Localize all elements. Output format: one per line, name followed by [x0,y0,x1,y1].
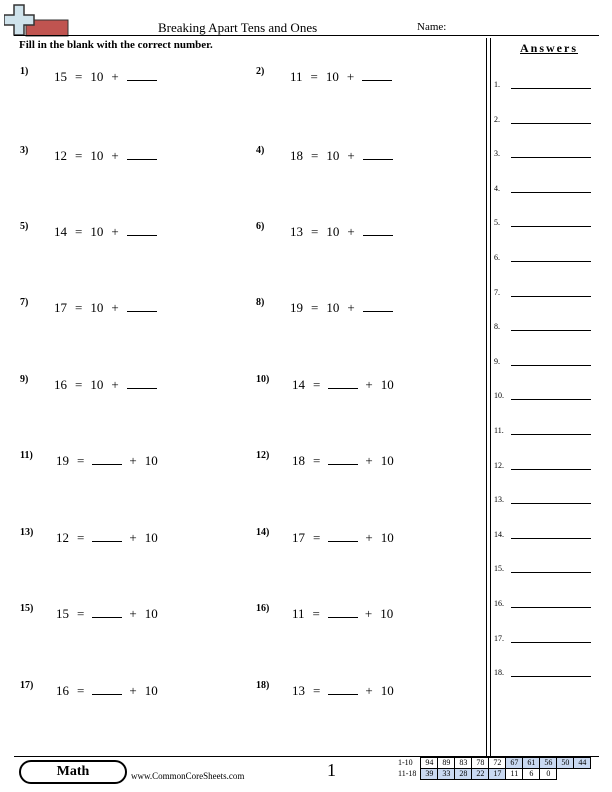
operand: 10 [144,453,158,468]
operator: = [313,530,321,545]
score-row [396,758,591,769]
answer-input-line[interactable] [511,296,591,297]
score-cell: 61 [523,758,540,769]
operator: + [347,224,355,239]
answer-blank[interactable] [92,604,122,618]
operand: 10 [144,530,158,545]
answer-input-line[interactable] [511,607,591,608]
page-title: Breaking Apart Tens and Ones [158,20,318,35]
operator: + [111,300,119,315]
answer-number: 3. [494,149,500,159]
operator: + [129,530,137,545]
score-cell: 94 [421,758,438,769]
operator: + [365,453,373,468]
operator: + [129,683,137,698]
operator: = [311,148,319,163]
answer-input-line[interactable] [511,123,591,124]
problem-number: 8) [256,297,265,308]
operand: 13 [290,224,303,239]
operand: 10 [380,683,394,698]
answer-input-line[interactable] [511,469,591,470]
problem-number: 7) [20,297,29,308]
answer-number: 8. [494,322,500,332]
equation [286,222,396,240]
answer-blank[interactable] [92,681,122,695]
operator: = [312,606,320,621]
operator: = [311,300,319,315]
operand: 16 [56,683,69,698]
operator: + [111,377,119,392]
score-range-label: 1-10 [398,758,413,767]
problem-number: 4) [256,145,265,156]
equation [50,67,160,85]
operator: + [365,377,373,392]
problem-number: 14) [256,527,270,538]
problem-number: 15) [20,603,34,614]
answer-number: 9. [494,356,500,366]
answer-number: 13. [494,495,504,505]
column-divider [486,38,487,756]
equation [52,681,162,699]
answer-blank[interactable] [127,67,157,81]
operator: + [347,300,355,315]
operand: 12 [56,530,69,545]
problem-number: 10) [256,374,270,385]
problem-number: 11) [20,450,33,461]
answer-input-line[interactable] [511,330,591,331]
operand: 18 [292,453,305,468]
operator: + [365,530,373,545]
operand: 14 [292,377,305,392]
answer-blank[interactable] [127,146,157,160]
answer-blank[interactable] [362,67,392,81]
answer-blank[interactable] [328,375,358,389]
operand: 19 [290,300,303,315]
operand: 10 [380,377,394,392]
operand: 15 [56,606,69,621]
operator: = [75,148,83,163]
operator: = [310,69,318,84]
problem-number: 17) [20,680,34,691]
operand: 11 [290,69,303,84]
answer-number: 10. [494,391,504,401]
equation [52,451,162,469]
score-cell: 6 [523,769,540,780]
operator: + [111,148,119,163]
answer-number: 17. [494,633,504,643]
plus-minus-logo-icon [4,4,70,38]
answer-number: 1. [494,80,500,89]
answers-heading: Answers [520,41,578,55]
operator: = [313,377,321,392]
score-cell: 56 [540,758,557,769]
operand: 10 [325,69,339,84]
equation [52,528,162,546]
operand: 10 [90,224,104,239]
answer-blank[interactable] [363,222,393,236]
score-range-label: 11-18 [398,769,417,778]
operator: = [77,683,85,698]
operand: 10 [326,300,340,315]
operand: 16 [54,377,67,392]
answer-blank[interactable] [92,528,122,542]
answer-number: 6. [494,253,500,262]
operand: 10 [144,606,158,621]
answer-input-line[interactable] [511,572,591,573]
answer-number: 11. [494,426,504,435]
answer-blank[interactable] [328,681,358,695]
equation [288,604,397,622]
score-cell: 78 [472,758,489,769]
score-cell: 44 [574,758,591,769]
score-row [396,769,591,780]
answer-number: 5. [494,218,500,228]
answer-number: 16. [494,599,504,608]
equation [288,375,398,393]
answer-input-line[interactable] [511,226,591,227]
score-cell: 17 [489,769,506,780]
equation [50,222,160,240]
answer-blank[interactable] [328,528,358,542]
operator: + [111,69,119,84]
equation [288,451,398,469]
operand: 17 [292,530,305,545]
answer-input-line[interactable] [511,365,591,366]
answer-number: 18. [494,668,504,678]
math-badge: Math [19,760,127,784]
problem-number: 1) [20,66,29,77]
answer-input-line[interactable] [511,642,591,643]
answer-number: 14. [494,529,504,539]
problem-number: 12) [256,450,270,461]
score-cell: 22 [472,769,489,780]
problem-number: 13) [20,527,34,538]
operator: = [75,69,83,84]
score-cell: 50 [557,758,574,769]
equation [52,604,162,622]
answer-blank[interactable] [127,298,157,312]
score-cell: 28 [455,769,472,780]
operator: = [313,683,321,698]
answer-blank[interactable] [363,298,393,312]
equation [288,681,398,699]
problem-number: 2) [256,66,265,77]
answer-input-line[interactable] [511,399,591,400]
operator: + [365,683,373,698]
operator: = [75,300,83,315]
answer-blank[interactable] [363,146,393,160]
problem-number: 16) [256,603,270,614]
answer-number: 7. [494,287,500,297]
score-cell: 11 [506,769,523,780]
problem-number: 18) [256,680,270,691]
score-table [396,757,591,780]
instructions: Fill in the blank with the correct number. [19,39,213,51]
score-cell: 39 [421,769,438,780]
score-cell: 67 [506,758,523,769]
equation [286,298,396,316]
answer-blank[interactable] [127,222,157,236]
operator: = [313,453,321,468]
operand: 17 [54,300,67,315]
operand: 10 [90,300,104,315]
page-number: 1 [327,760,336,780]
operand: 10 [90,69,104,84]
score-cell: 33 [438,769,455,780]
answer-blank[interactable] [127,375,157,389]
answer-input-line[interactable] [511,676,591,677]
answer-input-line[interactable] [511,538,591,539]
equation [286,67,395,85]
operator: + [129,606,137,621]
operand: 10 [326,148,340,163]
operator: + [364,606,373,621]
operand: 10 [90,148,104,163]
operand: 12 [54,148,67,163]
answer-input-line[interactable] [511,261,591,262]
operand: 19 [56,453,69,468]
problem-number: 9) [20,374,29,385]
score-cell: 83 [455,758,472,769]
score-cell: 89 [438,758,455,769]
answer-number: 4. [494,183,500,193]
operand: 11 [292,606,305,621]
answer-input-line[interactable] [511,434,591,435]
equation [50,298,160,316]
site-url[interactable]: www.CommonCoreSheets.com [131,771,245,781]
answer-number: 12. [494,460,504,470]
operator: + [129,453,137,468]
score-cell: 0 [540,769,557,780]
operand: 10 [144,683,158,698]
score-cell: 72 [489,758,506,769]
answer-blank[interactable] [92,451,122,465]
answer-input-line[interactable] [511,157,591,158]
problem-number: 6) [256,221,265,232]
answer-blank[interactable] [328,451,358,465]
operator: = [75,224,83,239]
operand: 18 [290,148,303,163]
answer-number: 15. [494,564,504,574]
operator: = [75,377,83,392]
operator: + [346,69,355,84]
operator: = [77,530,85,545]
equation [286,146,396,164]
operand: 10 [326,224,340,239]
operand: 10 [90,377,104,392]
answer-input-line[interactable] [511,192,591,193]
operand: 14 [54,224,67,239]
operand: 13 [292,683,305,698]
equation [50,375,160,393]
operand: 10 [380,453,394,468]
equation [288,528,398,546]
answer-number: 2. [494,114,500,124]
problem-number: 3) [20,145,29,156]
column-divider-inner [490,38,491,756]
operator: + [111,224,119,239]
operand: 10 [380,530,394,545]
operator: = [77,453,85,468]
operator: = [77,606,85,621]
answer-input-line[interactable] [511,503,591,504]
operator: = [311,224,319,239]
header-rule [14,35,599,36]
equation [50,146,160,164]
operand: 10 [380,606,394,621]
problem-number: 5) [20,221,29,232]
answer-input-line[interactable] [511,88,591,89]
name-field-label: Name: [417,21,447,33]
operand: 15 [54,69,67,84]
answer-blank[interactable] [328,604,358,618]
operator: + [347,148,355,163]
